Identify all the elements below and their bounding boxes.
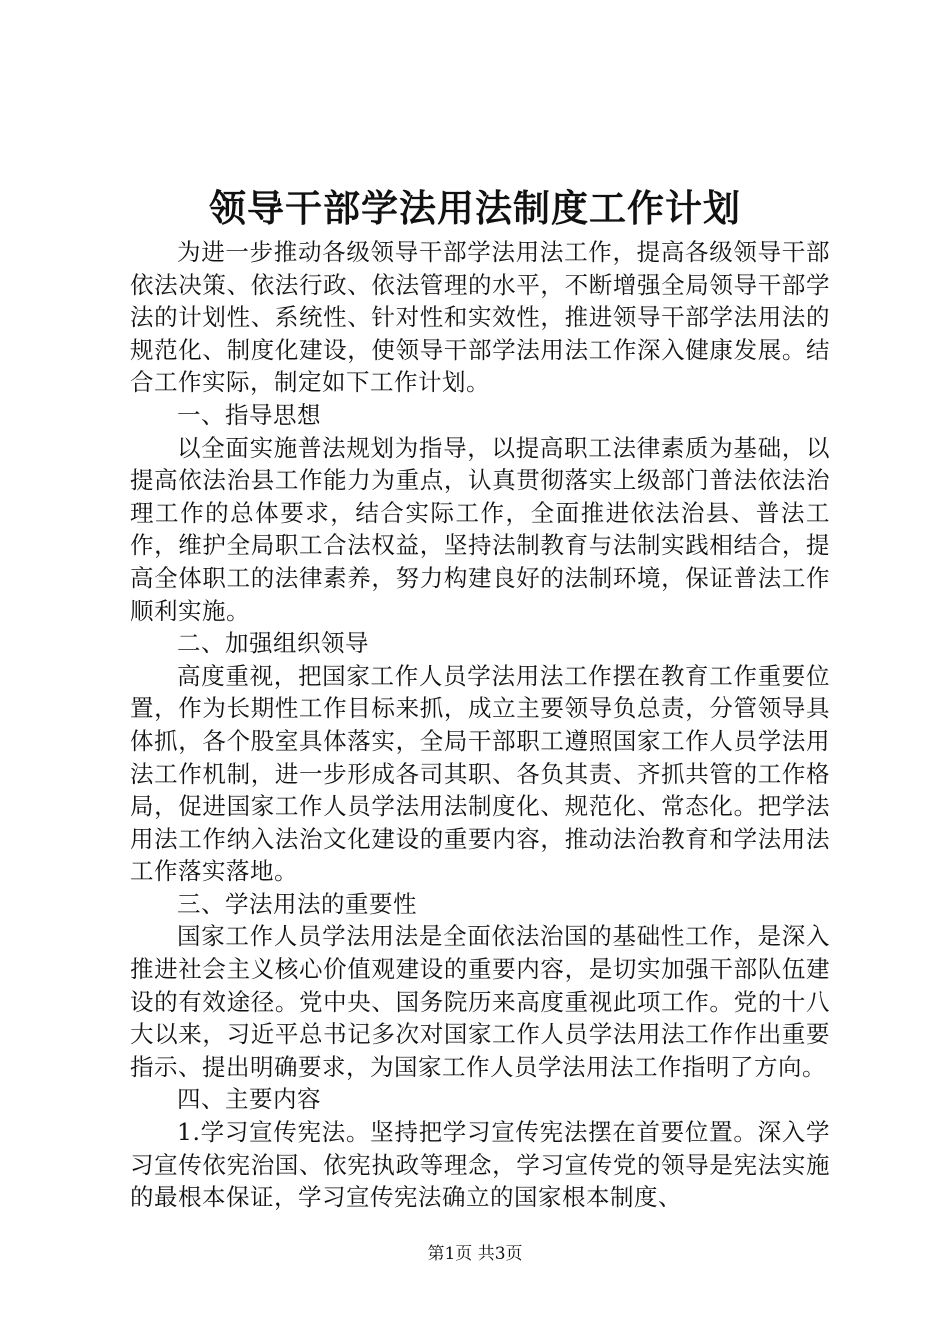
organization-paragraph: 高度重视，把国家工作人员学法用法工作摆在教育工作重要位置，作为长期性工作目标来抓，成立主要领导负总责，分管领导具体抓，各个股室具体落实，全局干部职工遵照国家工作人员学法用法工作机制，进一步形成各司其职、各负其责、齐抓共管的工作格局，促进国家工作人员学法用法制度化、规范化、常态化。把学法用法工作纳入法治文化建设的重要内容，推动法治教育和学法用法工作落实落地。 [130, 661, 830, 886]
document-title: 领导干部学法用法制度工作计划 [209, 186, 741, 230]
intro-paragraph: 为进一步推动各级领导干部学法用法工作，提高各级领导干部依法决策、依法行政、依法管理的水平，不断增强全局领导干部学法的计划性、系统性、针对性和实效性，推进领导干部学法用法的规范化、制度化建设，使领导干部学法用法工作深入健康发展。结合工作实际，制定如下工作计划。 [130, 238, 830, 397]
importance-paragraph: 国家工作人员学法用法是全面依法治国的基础性工作，是深入推进社会主义核心价值观建设的重要内容，是切实加强干部队伍建设的有效途径。党中央、国务院历来高度重视此项工作。党的十八大以来，习近平总书记多次对国家工作人员学法用法工作作出重要指示、提出明确要求，为国家工作人员学法用法工作指明了方向。 [130, 922, 830, 1081]
section-heading-guiding-thought: 一、指导思想 [177, 400, 321, 429]
section-heading-importance: 三、学法用法的重要性 [177, 889, 417, 918]
main-content-paragraph: 1.学习宣传宪法。坚持把学习宣传宪法摆在首要位置。深入学习宣传依宪治国、依宪执政等理念，学习宣传党的领导是宪法实施的最根本保证，学习宣传宪法确立的国家根本制度、 [130, 1118, 830, 1212]
section-heading-organization: 二、加强组织领导 [177, 629, 369, 658]
document-body [130, 236, 830, 1214]
page-number-footer: 第1页 共3页 [427, 1244, 523, 1264]
section-heading-main-content: 四、主要内容 [177, 1085, 321, 1114]
guiding-thought-paragraph: 以全面实施普法规划为指导，以提高职工法律素质为基础，以提高依法治县工作能力为重点，认真贯彻落实上级部门普法依法治理工作的总体要求，结合实际工作，全面推进依法治县、普法工作，维护全局职工合法权益，坚持法制教育与法制实践相结合，提高全体职工的法律素养，努力构建良好的法制环境，保证普法工作顺利实施。 [130, 433, 830, 625]
